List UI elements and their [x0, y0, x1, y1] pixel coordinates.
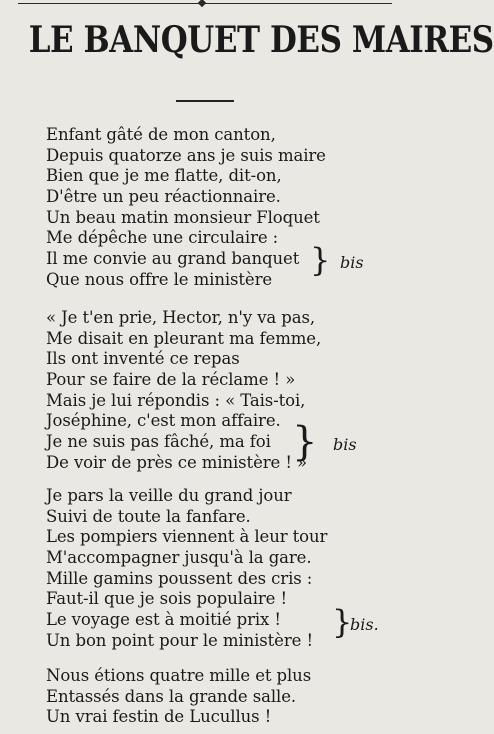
page-title: LE BANQUET DES MAIRES — [28, 19, 494, 61]
verse-line: Entassés dans la grande salle. — [46, 686, 297, 706]
refrain-brace: } — [332, 603, 353, 641]
stanza-4 — [46, 666, 386, 728]
verse-line: Les pompiers viennent à leur tour — [46, 527, 328, 547]
refrain-marker: bis. — [350, 615, 379, 634]
verse-line: Mille gamins poussent des cris : — [46, 568, 313, 588]
verse-line: Un beau matin monsieur Floquet — [46, 207, 320, 227]
title-rule — [176, 100, 234, 102]
verse-line: Il me convie au grand banquet — [46, 249, 300, 269]
verse-line: Un bon point pour le ministère ! — [46, 630, 313, 650]
refrain-brace: } — [292, 419, 318, 465]
verse-line: Bien que je me flatte, dit-on, — [46, 166, 282, 186]
top-ornament — [198, 0, 206, 7]
verse-line: Faut-il que je sois populaire ! — [46, 589, 288, 609]
verse-line: Pour se faire de la réclame ! » — [46, 370, 296, 390]
verse-line: Me dépêche une circulaire : — [46, 228, 279, 248]
verse-line: Mais je lui répondis : « Tais-toi, — [46, 390, 306, 410]
verse-line: Enfant gâté de mon canton, — [46, 125, 276, 144]
verse-line: « Je t'en prie, Hector, n'y va pas, — [46, 308, 316, 327]
verse-line: M'accompagner jusqu'à la gare. — [46, 548, 312, 568]
verse-line: Je ne suis pas fâché, ma foi — [46, 432, 271, 452]
refrain-marker: bis — [340, 253, 364, 272]
verse-line: De voir de près ce ministère ! » — [46, 452, 308, 472]
verse-line: Depuis quatorze ans je suis maire — [46, 145, 326, 165]
verse-line: Me disait en pleurant ma femme, — [46, 328, 322, 348]
verse-line: Je pars la veille du grand jour — [46, 486, 292, 505]
verse-line: Un vrai festin de Lucullus ! — [46, 707, 272, 727]
verse-line: D'être un peu réactionnaire. — [46, 187, 281, 207]
refrain-brace: } — [310, 241, 331, 279]
verse-line: Que nous offre le ministère — [46, 269, 273, 289]
refrain-marker: bis — [333, 435, 357, 454]
verse-line: Le voyage est à moitié prix ! — [46, 610, 281, 630]
stanza-1 — [46, 125, 386, 291]
verse-line: Nous étions quatre mille et plus — [46, 666, 312, 685]
verse-line: Joséphine, c'est mon affaire. — [46, 411, 281, 431]
verse-line: Ils ont inventé ce repas — [46, 349, 240, 369]
verse-line: Suivi de toute la fanfare. — [46, 506, 251, 526]
